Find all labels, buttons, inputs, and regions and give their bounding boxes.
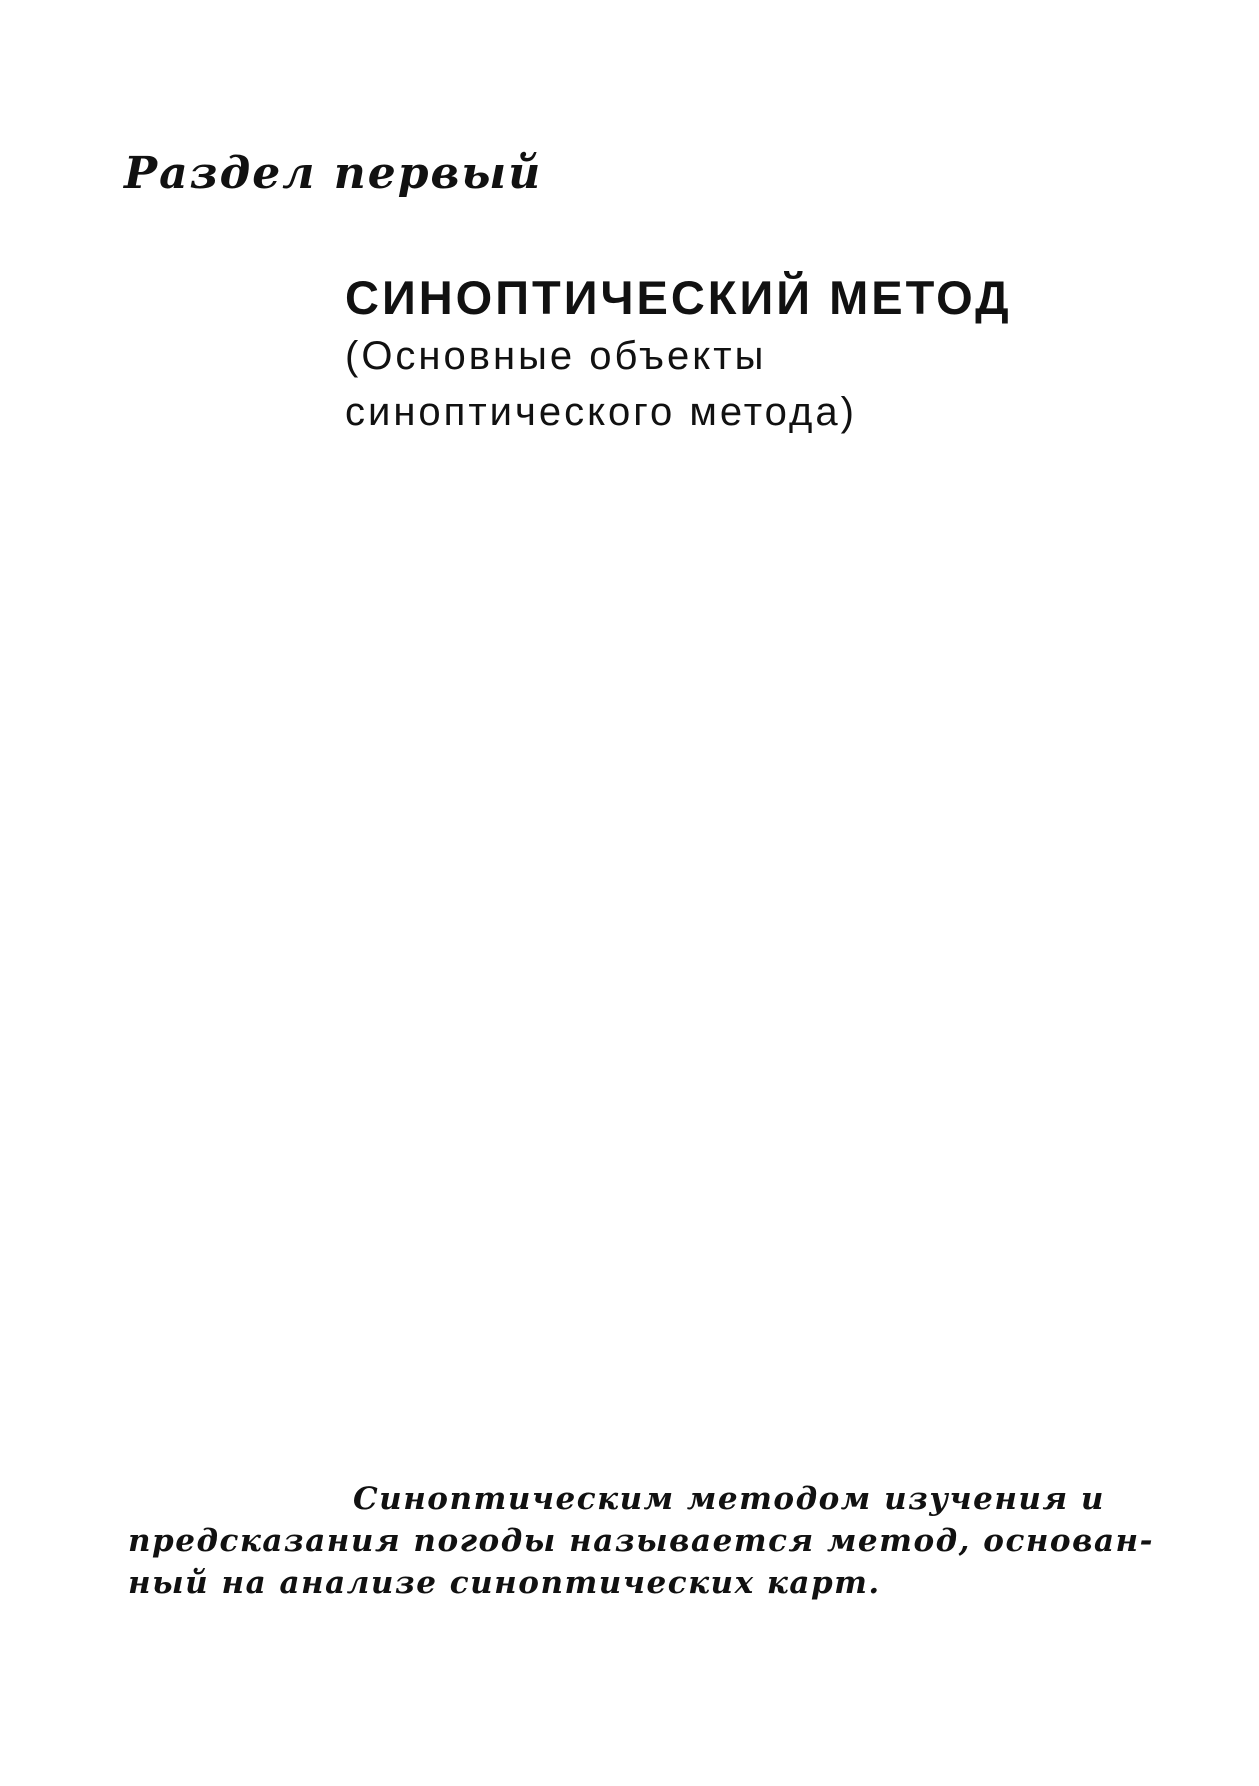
paragraph-line-2: предсказания погоды называется метод, основан- [128,1523,1155,1559]
paragraph-line-3: ный на анализе синоптических карт. [128,1565,881,1601]
definition-paragraph [128,1478,1155,1604]
chapter-subtitle-line-1: (Основные объекты [345,334,767,378]
paragraph-line-1: Синоптическим методом изучения и [353,1481,1105,1517]
chapter-subtitle-line-2: синоптического метода) [345,390,857,434]
section-label: Раздел первый [124,148,543,199]
chapter-heading [345,268,1065,440]
chapter-title: СИНОПТИЧЕСКИЙ МЕТОД [345,271,1012,324]
